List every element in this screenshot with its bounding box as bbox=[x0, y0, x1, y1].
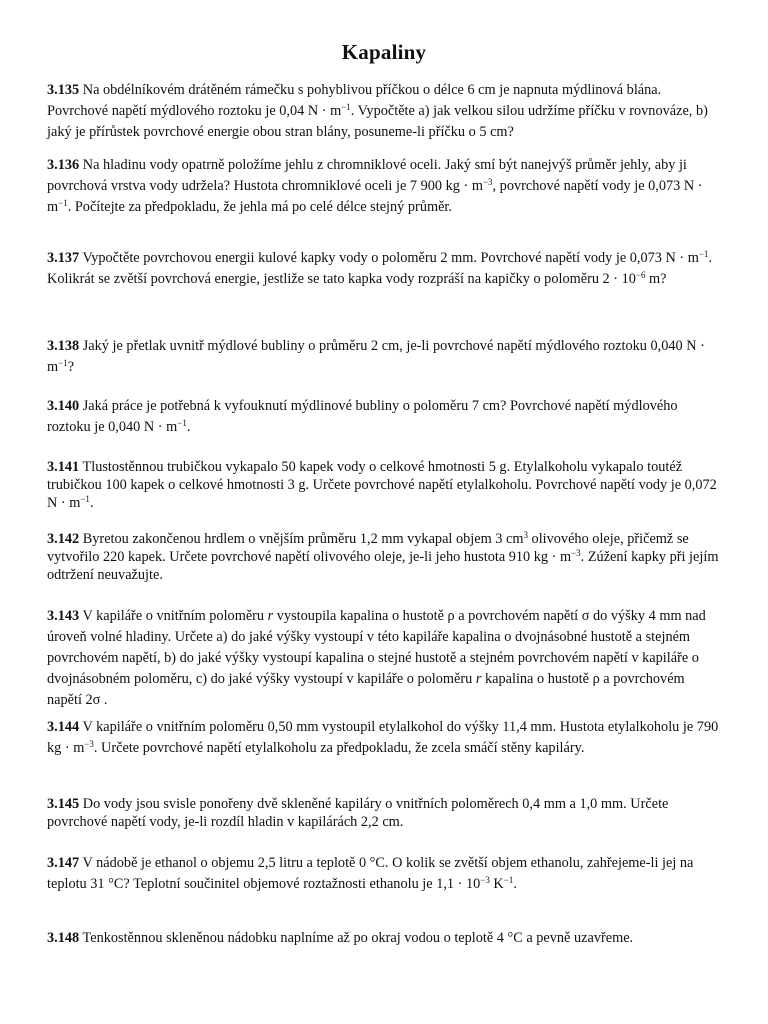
problem-number: 3.144 bbox=[47, 719, 80, 735]
problem-text: Byretou zakončenou hrdlem o vnějším průměru 1,2 mm vykapal objem 3 $cm^3$ olivového oleje, přičemž se vytvořilo 220 kapek. Určete povrchové napětí olivového oleje, je-li jeho hustota 910 kg · $m^{-3}$. Zúžení kapky při jejím odtržení neuvažujte. bbox=[47, 530, 719, 583]
problem-text: Vypočtěte povrchovou energii kulové kapky vody o poloměru 2 mm. Povrchové napětí vody je 0,073 $N \cdot m^{-1}$. Kolikrát se zvětší povrchová energie, jestliže se tato kapka vody rozpráší na kapičky o poloměru $2 \cdot 10^{-6}$ m? bbox=[47, 249, 713, 287]
problem-3-137 bbox=[47, 248, 723, 290]
problem-3-148 bbox=[47, 928, 723, 949]
page-title: Kapaliny bbox=[341, 40, 427, 64]
problem-number: 3.145 bbox=[47, 796, 80, 812]
problem-number: 3.141 bbox=[47, 459, 80, 475]
problem-text: Na hladinu vody opatrně položíme jehlu z chromniklové oceli. Jaký smí být nanejvýš průměr jehly, aby ji povrchová vrstva vody udržela? Hustota chromniklové oceli je 7 900 kg · $m^{-3}$, povrchové napětí vody je 0,073 $N \cdot m^{-1}$. Počítejte za předpokladu, že jehla má po celé délce stejný průměr. bbox=[47, 157, 703, 215]
problem-3-138 bbox=[47, 336, 723, 378]
problem-number: 3.138 bbox=[47, 338, 80, 354]
problem-3-141 bbox=[47, 458, 723, 512]
problem-text: V kapiláře o vnitřním poloměru 0,50 mm vystoupil etylalkohol do výšky 11,4 mm. Hustota etylalkoholu je 790 kg · $m^{-3}$. Určete povrchové napětí etylalkoholu za předpokladu, že zcela smáčí stěny kapiláry. bbox=[47, 719, 719, 756]
problem-3-140 bbox=[47, 396, 723, 438]
problem-text: V nádobě je ethanol o objemu 2,5 litru a teplotě 0 °C. O kolik se zvětší objem ethanolu, zahřejeme-li jej na teplotu 31 °C? Teplotní součinitel objemové roztažnosti ethanolu je $1,1 \cdot 10^{-3}$ $K^{-1}$. bbox=[47, 855, 694, 892]
problem-number: 3.142 bbox=[47, 531, 80, 547]
problem-3-145 bbox=[47, 795, 723, 831]
problem-3-135 bbox=[47, 80, 723, 143]
problem-3-143 bbox=[47, 606, 723, 711]
problem-number: 3.137 bbox=[47, 250, 80, 266]
problem-number: 3.140 bbox=[47, 398, 80, 414]
problem-text: Jaká práce je potřebná k vyfouknutí mýdlinové bubliny o poloměru 7 cm? Povrchové napětí mýdlového roztoku je 0,040 $N \cdot m^{-1}$. bbox=[47, 398, 678, 435]
problem-text: Tlustostěnnou trubičkou vykapalo 50 kapek vody o celkové hmotnosti 5 g. Etylalkoholu vykapalo toutéž trubičkou 100 kapek o celkové hmotnosti 3 g. Určete povrchové napětí etylalkoholu. Povrchové napětí vody je 0,072 $N \cdot m^{-1}$. bbox=[47, 459, 717, 511]
problem-number: 3.135 bbox=[47, 82, 80, 98]
problem-3-136 bbox=[47, 155, 723, 218]
problem-3-144 bbox=[47, 717, 723, 759]
problem-text: Tenkostěnnou skleněnou nádobku naplníme až po okraj vodou o teplotě 4 °C a pevně uzavřeme. bbox=[79, 930, 634, 946]
problem-number: 3.148 bbox=[47, 930, 80, 946]
problem-number: 3.143 bbox=[47, 608, 80, 624]
problem-text: Jaký je přetlak uvnitř mýdlové bubliny o průměru 2 cm, je-li povrchové napětí mýdlového roztoku 0,040 $N \cdot m^{-1}$? bbox=[47, 338, 705, 375]
problem-text: Na obdélníkovém drátěném rámečku s pohyblivou příčkou o délce 6 cm je napnuta mýdlinová blána. Povrchové napětí mýdlového roztoku je 0,04 $N \cdot m^{-1}$. Vypočtěte a) jak velkou silou udržíme příčku v rovnováze, b) jaký je přírůstek povrchové energie obou stran blány, posuneme-li příčku o 5 cm? bbox=[47, 82, 708, 140]
problem-text: Do vody jsou svisle ponořeny dvě skleněné kapiláry o vnitřních poloměrech 0,4 mm a 1,0 mm. Určete povrchové napětí vody, je-li rozdíl hladin v kapilárách 2,2 cm. bbox=[47, 796, 669, 830]
problem-number: 3.147 bbox=[47, 855, 80, 871]
problem-text: V kapiláře o vnitřním poloměru r vystoupila kapalina o hustotě ρ a povrchovém napětí σ do výšky 4 mm nad úroveň volné hladiny. Určete a) do jaké výšky vystoupí v této kapiláře kapalina o dvojnásobné hustotě a stejném povrchovém napětí, b) do jaké výšky vystoupí kapalina o stejné hustotě a stejném povrchovém napětí v kapiláře o dvojnásobném poloměru, c) do jaké výšky vystoupí v kapiláře o poloměru r kapalina o hustotě ρ a povrchovém napětí 2σ . bbox=[47, 608, 706, 708]
problem-number: 3.136 bbox=[47, 157, 80, 173]
problem-3-142 bbox=[47, 530, 723, 584]
problem-3-147 bbox=[47, 853, 723, 895]
